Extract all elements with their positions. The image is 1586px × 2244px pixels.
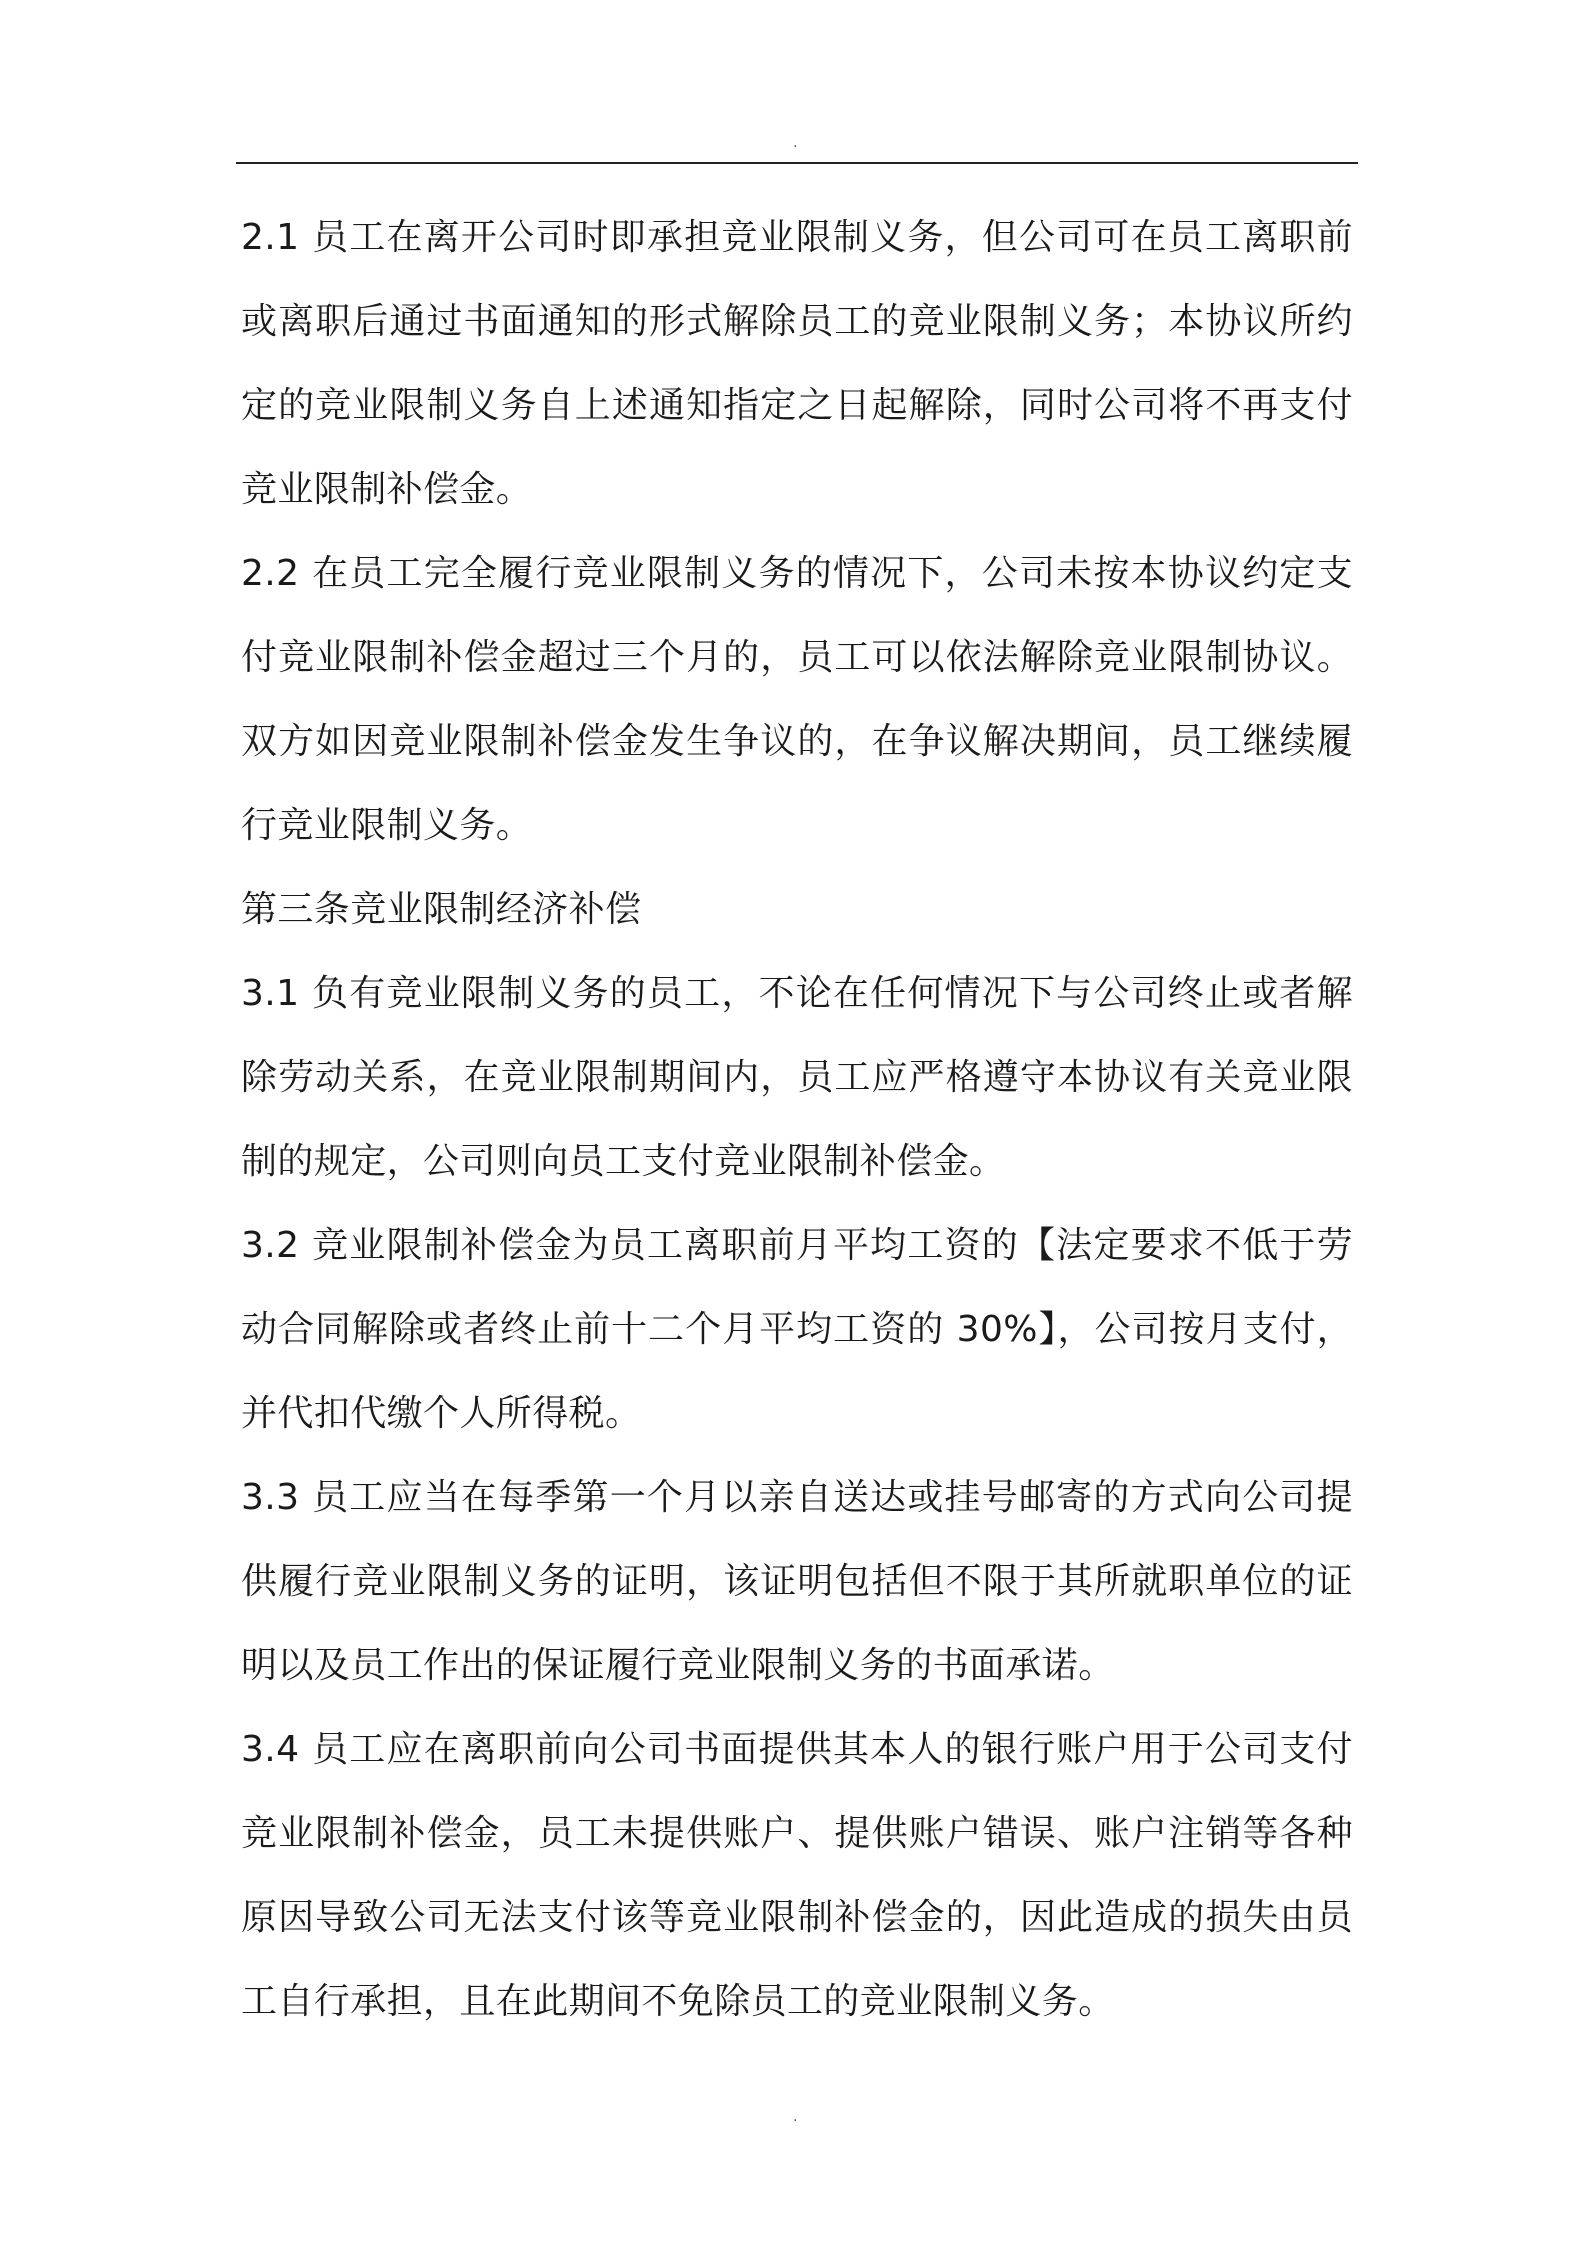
clause-3-4: 3.4 员工应在离职前向公司书面提供其本人的银行账户用于公司支付竞业限制补偿金，员工未提供账户、提供账户错误、账户注销等各种原因导致公司无法支付该等竞业限制补偿金的，因此造成的损失由员工自行承担，且在此期间不免除员工的竞业限制义务。: [241, 1729, 1353, 2022]
clause-2-1: 2.1 员工在离开公司时即承担竞业限制义务，但公司可在员工离职前或离职后通过书面通知的形式解除员工的竞业限制义务；本协议所约定的竞业限制义务自上述通知指定之日起解除，同时公司将不再支付竞业限制补偿金。: [241, 217, 1353, 510]
document-body: [241, 196, 1353, 2044]
footer-dot: .: [793, 2109, 798, 2125]
header-dot: .: [793, 135, 798, 151]
section-heading-article-3: 第三条竞业限制经济补偿: [241, 889, 642, 930]
header-rule: [236, 162, 1358, 164]
clause-3-3: 3.3 员工应当在每季第一个月以亲自送达或挂号邮寄的方式向公司提供履行竞业限制义务的证明，该证明包括但不限于其所就职单位的证明以及员工作出的保证履行竞业限制义务的书面承诺。: [241, 1477, 1353, 1686]
clause-3-2: 3.2 竞业限制补偿金为员工离职前月平均工资的【法定要求不低于劳动合同解除或者终止前十二个月平均工资的 30%】，公司按月支付，并代扣代缴个人所得税。: [241, 1225, 1353, 1434]
clause-3-1: 3.1 负有竞业限制义务的员工，不论在任何情况下与公司终止或者解除劳动关系，在竞业限制期间内，员工应严格遵守本协议有关竞业限制的规定，公司则向员工支付竞业限制补偿金。: [241, 973, 1353, 1182]
clause-2-2: 2.2 在员工完全履行竞业限制义务的情况下，公司未按本协议约定支付竞业限制补偿金超过三个月的，员工可以依法解除竞业限制协议。双方如因竞业限制补偿金发生争议的，在争议解决期间，员工继续履行竞业限制义务。: [241, 553, 1353, 846]
